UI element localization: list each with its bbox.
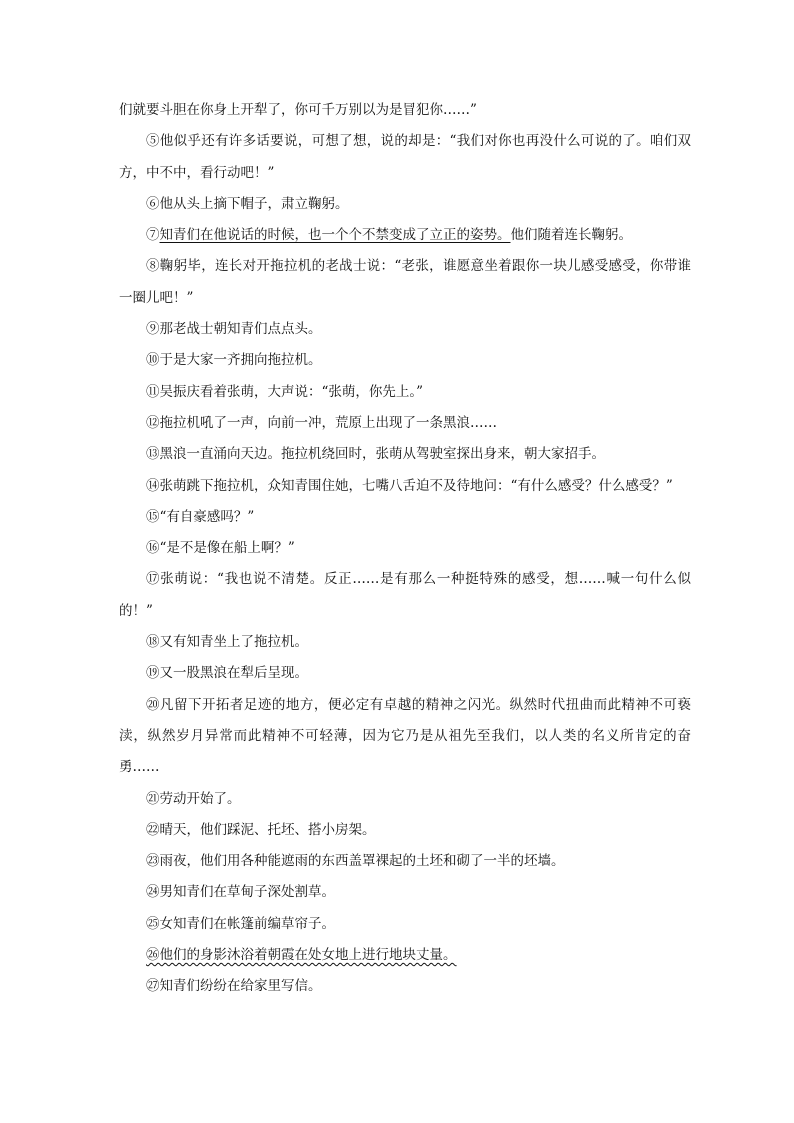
paragraph-8: ⑧鞠躬毕，连长对开拖拉机的老战士说：“老张，谁愿意坐着跟你一块儿感受感受，你带谁一圈儿吧！”	[119, 258, 691, 306]
paragraph-10: ⑩于是大家一齐拥向拖拉机。	[146, 352, 322, 369]
paragraph-25: ㉕女知青们在帐篷前编草帘子。	[146, 915, 335, 932]
article-body	[119, 95, 691, 1003]
paragraph-20: ⑳凡留下开拓者足迹的地方，便必定有卓越的精神之闪光。纵然时代扭曲而此精神不可亵渎，纵然岁月异常而此精神不可轻薄，因为它乃是从祖先至我们，以人类的名义所肯定的奋勇……	[119, 696, 691, 776]
paragraph-5: ⑤他似乎还有许多话要说，可想了想，说的却是：“我们对你也再没什么可说的了。咱们双方，中不中，看行动吧！”	[119, 133, 691, 181]
underlined-sentence-26: ㉖他们的身影沐浴着朝霞在处女地上进行地块丈量。	[146, 947, 457, 964]
paragraph-6: ⑥他从头上摘下帽子，肃立鞠躬。	[146, 195, 349, 212]
paragraph-21: ㉑劳动开始了。	[146, 790, 241, 807]
paragraph-22: ㉒晴天，他们踩泥、托坯、搭小房架。	[146, 821, 376, 838]
paragraph-9: ⑨那老战士朝知青们点点头。	[146, 321, 322, 338]
paragraph-15: ⑮“有自豪感吗？”	[146, 508, 255, 525]
paragraph-7-rest: 他们随着连长鞠躬。	[510, 227, 632, 244]
paragraph-24: ㉔男知青们在草甸子深处割草。	[146, 884, 335, 901]
paragraph-23: ㉓雨夜，他们用各种能遮雨的东西盖罩裸起的土坯和砌了一半的坯墙。	[146, 853, 565, 870]
paragraph-7	[119, 220, 691, 251]
paragraph-7-number: ⑦	[146, 227, 160, 244]
paragraph-16: ⑯“是不是像在船上啊？”	[146, 540, 295, 557]
paragraph-4-end: 们就要斗胆在你身上开犁了，你可千万别以为是冒犯你……”	[119, 102, 477, 118]
paragraph-18: ⑱又有知青坐上了拖拉机。	[146, 634, 308, 651]
paragraph-26	[119, 940, 691, 971]
paragraph-27: ㉗知青们纷纷在给家里写信。	[146, 978, 322, 995]
underlined-sentence-7: 知青们在他说话的时候，也一个个不禁变成了立正的姿势。	[159, 227, 511, 244]
paragraph-17: ⑰张萌说：“我也说不清楚。反正……是有那么一种挺特殊的感受，想……喊一句什么似的！”	[119, 571, 691, 619]
paragraph-14: ⑭张萌跳下拖拉机，众知青围住她，七嘴八舌迫不及待地问：“有什么感受？什么感受？”	[146, 477, 673, 494]
paragraph-12: ⑫拖拉机吼了一声，向前一冲，荒原上出现了一条黑浪……	[146, 414, 497, 431]
paragraph-11: ⑪吴振庆看着张萌，大声说：“张萌，你先上。”	[146, 383, 424, 400]
paragraph-13: ⑬黑浪一直涌向天边。拖拉机绕回时，张萌从驾驶室探出身来，朝大家招手。	[146, 446, 605, 463]
paragraph-19: ⑲又一股黑浪在犁后呈现。	[146, 665, 308, 682]
